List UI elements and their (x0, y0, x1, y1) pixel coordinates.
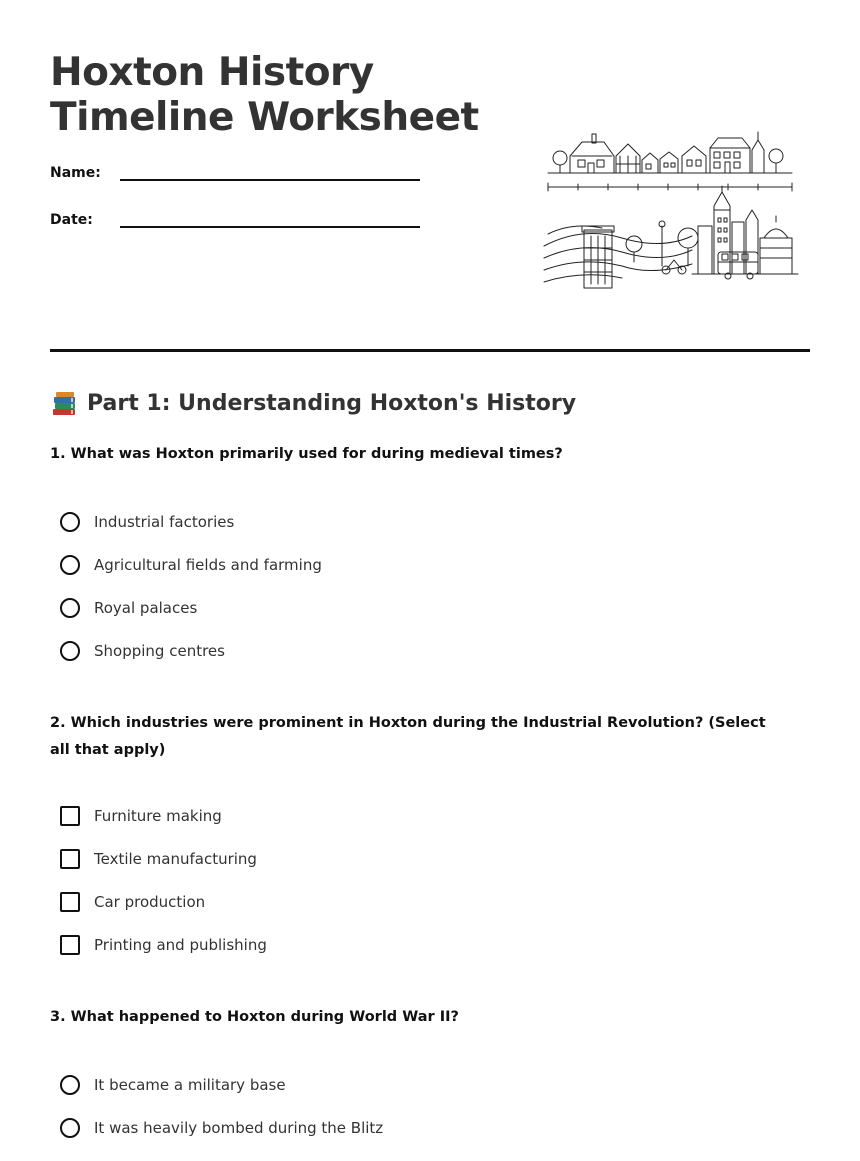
q2-option-3[interactable] (60, 889, 205, 915)
q2-option-2-checkbox[interactable] (60, 849, 80, 869)
question-2: 2. Which industries were prominent in Hoxton during the Industrial Revolution? (Select all that apply) (50, 715, 766, 758)
q3-option-2-radio[interactable] (60, 1118, 80, 1138)
worksheet-title (50, 50, 479, 140)
name-field (50, 165, 430, 191)
q1-option-2-label: Agricultural fields and farming (94, 556, 322, 574)
worksheet-title-line-2: Timeline Worksheet (50, 95, 479, 140)
modern-city-skyline (544, 186, 798, 288)
q1-option-4-radio[interactable] (60, 641, 80, 661)
date-label: Date: (50, 212, 93, 228)
date-field (50, 212, 430, 238)
q1-option-3-label: Royal palaces (94, 599, 198, 617)
q1-option-4-label: Shopping centres (94, 642, 225, 660)
name-label: Name: (50, 165, 101, 181)
q1-option-3[interactable] (60, 595, 197, 621)
q1-option-1-label: Industrial factories (94, 513, 235, 531)
q2-option-2[interactable] (60, 846, 257, 872)
q1-option-3-radio[interactable] (60, 598, 80, 618)
timeline-axis (548, 183, 792, 191)
q2-option-4-checkbox[interactable] (60, 935, 80, 955)
books-icon (50, 390, 78, 418)
q1-option-1[interactable] (60, 509, 234, 535)
q1-option-4[interactable] (60, 638, 225, 664)
part1-heading (50, 388, 576, 420)
question-1: 1. What was Hoxton primarily used for during medieval times? (50, 446, 563, 462)
q2-option-4[interactable] (60, 932, 267, 958)
q3-option-1[interactable] (60, 1072, 286, 1098)
q2-option-1-checkbox[interactable] (60, 806, 80, 826)
q3-option-2-label: It was heavily bombed during the Blitz (94, 1119, 384, 1137)
date-write-line[interactable] (120, 226, 420, 228)
village-skyline (548, 132, 792, 173)
q2-option-1[interactable] (60, 803, 222, 829)
q2-option-4-label: Printing and publishing (94, 936, 267, 954)
q2-option-3-label: Car production (94, 893, 206, 911)
q1-option-1-radio[interactable] (60, 512, 80, 532)
part1-heading-text: Part 1: Understanding Hoxton's History (87, 391, 577, 416)
q2-option-2-label: Textile manufacturing (94, 850, 257, 868)
hoxton-timeline-illustration-icon (542, 126, 802, 292)
header-divider (50, 349, 810, 352)
q1-option-2-radio[interactable] (60, 555, 80, 575)
q3-option-1-label: It became a military base (94, 1076, 286, 1094)
q2-option-1-label: Furniture making (94, 807, 222, 825)
question-3: 3. What happened to Hoxton during World War II? (50, 1009, 459, 1025)
q1-option-2[interactable] (60, 552, 322, 578)
name-write-line[interactable] (120, 179, 420, 181)
q3-option-2[interactable] (60, 1115, 383, 1141)
q3-option-1-radio[interactable] (60, 1075, 80, 1095)
q2-option-3-checkbox[interactable] (60, 892, 80, 912)
worksheet-title-line-1: Hoxton History (50, 50, 374, 95)
